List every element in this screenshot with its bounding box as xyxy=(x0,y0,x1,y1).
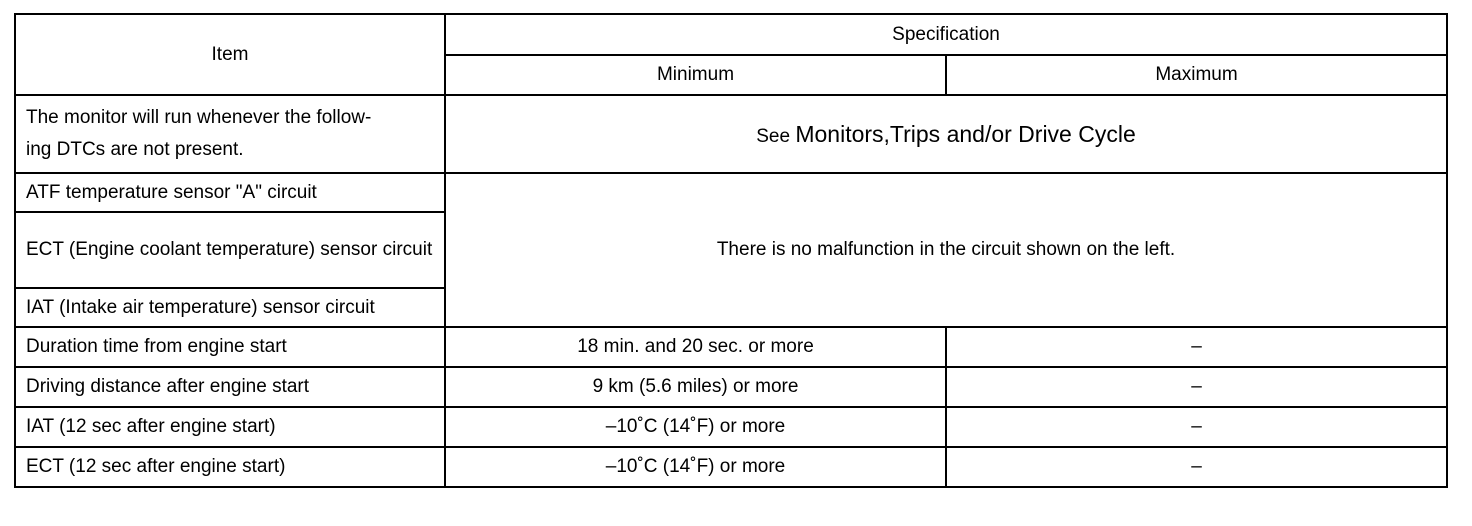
iat12-maximum-cell: – xyxy=(946,407,1447,447)
monitor-spec-cell xyxy=(445,95,1447,173)
table-row xyxy=(15,447,1447,487)
no-malfunction-cell: There is no malfunction in the circuit shown on the left. xyxy=(445,173,1447,327)
header-maximum: Maximum xyxy=(946,55,1447,95)
table-row xyxy=(15,95,1447,173)
iat12-item-cell: IAT (12 sec after engine start) xyxy=(15,407,445,447)
monitor-item-line1: The monitor will run whenever the follow- xyxy=(26,107,372,128)
specification-table xyxy=(14,13,1448,488)
duration-item-cell: Duration time from engine start xyxy=(15,327,445,367)
distance-maximum-cell: – xyxy=(946,367,1447,407)
monitor-item-cell xyxy=(15,95,445,173)
table-row xyxy=(15,173,1447,212)
iat-circuit-item-cell: IAT (Intake air temperature) sensor circuit xyxy=(15,288,445,327)
header-minimum: Minimum xyxy=(445,55,946,95)
see-prefix: See xyxy=(756,125,791,147)
duration-minimum-cell: 18 min. and 20 sec. or more xyxy=(445,327,946,367)
table-row xyxy=(15,367,1447,407)
header-item: Item xyxy=(15,14,445,95)
header-row-top xyxy=(15,14,1447,55)
atf-item-cell: ATF temperature sensor "A" circuit xyxy=(15,173,445,212)
iat12-minimum-cell: –10˚C (14˚F) or more xyxy=(445,407,946,447)
table-row xyxy=(15,407,1447,447)
ect-circuit-item-cell: ECT (Engine coolant temperature) sensor circuit xyxy=(15,212,445,288)
duration-maximum-cell: – xyxy=(946,327,1447,367)
table-row xyxy=(15,327,1447,367)
ect12-maximum-cell: – xyxy=(946,447,1447,487)
drive-cycle-reference[interactable]: Monitors,Trips and/or Drive Cycle xyxy=(795,120,1136,147)
distance-item-cell: Driving distance after engine start xyxy=(15,367,445,407)
ect12-item-cell: ECT (12 sec after engine start) xyxy=(15,447,445,487)
monitor-item-line2: ing DTCs are not present. xyxy=(26,139,244,160)
ect12-minimum-cell: –10˚C (14˚F) or more xyxy=(445,447,946,487)
header-specification: Specification xyxy=(445,14,1447,55)
distance-minimum-cell: 9 km (5.6 miles) or more xyxy=(445,367,946,407)
